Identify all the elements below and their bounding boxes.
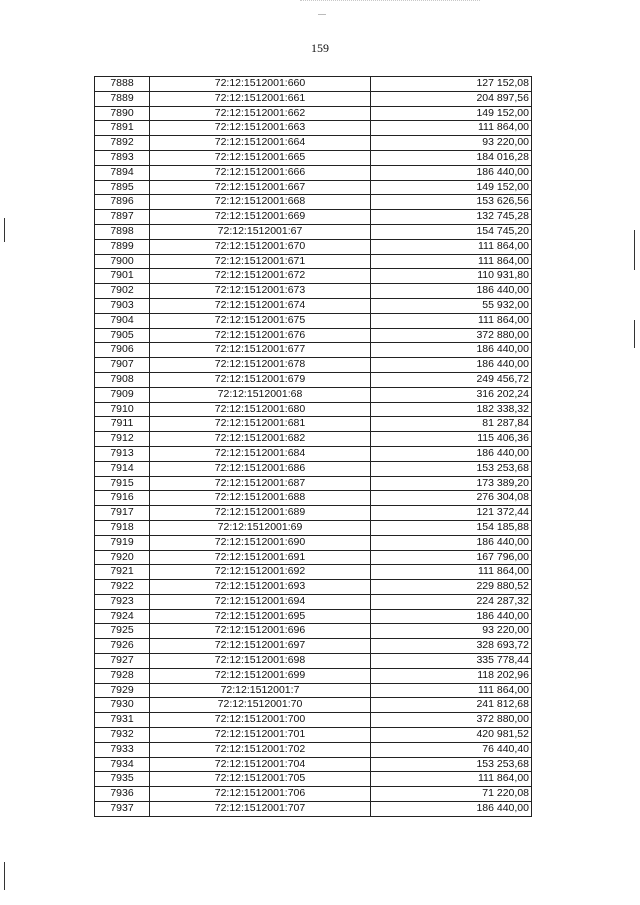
table-row — [95, 772, 532, 787]
cadastral-value-cell: 111 864,00 — [371, 313, 532, 328]
table-row — [95, 624, 532, 639]
row-number-cell: 7892 — [95, 136, 150, 151]
table-row — [95, 728, 532, 743]
cadastral-number-cell: 72:12:1512001:662 — [150, 106, 371, 121]
cadastral-number-cell: 72:12:1512001:689 — [150, 506, 371, 521]
table-row — [95, 195, 532, 210]
row-number-cell: 7913 — [95, 446, 150, 461]
cadastral-value-cell: 111 864,00 — [371, 239, 532, 254]
row-number-cell: 7912 — [95, 432, 150, 447]
table-row — [95, 77, 532, 92]
cadastral-value-table — [94, 76, 532, 817]
row-number-cell: 7891 — [95, 121, 150, 136]
row-number-cell: 7931 — [95, 713, 150, 728]
cadastral-number-cell: 72:12:1512001:673 — [150, 284, 371, 299]
table-row — [95, 106, 532, 121]
cadastral-value-cell: 111 864,00 — [371, 772, 532, 787]
cadastral-number-cell: 72:12:1512001:694 — [150, 594, 371, 609]
table-row — [95, 224, 532, 239]
cadastral-number-cell: 72:12:1512001:68 — [150, 387, 371, 402]
cadastral-value-cell: 335 778,44 — [371, 654, 532, 669]
row-number-cell: 7908 — [95, 372, 150, 387]
table-row — [95, 713, 532, 728]
cadastral-value-cell: 328 693,72 — [371, 639, 532, 654]
cadastral-number-cell: 72:12:1512001:665 — [150, 150, 371, 165]
row-number-cell: 7907 — [95, 358, 150, 373]
cadastral-number-cell: 72:12:1512001:676 — [150, 328, 371, 343]
row-number-cell: 7910 — [95, 402, 150, 417]
cadastral-number-cell: 72:12:1512001:666 — [150, 165, 371, 180]
row-number-cell: 7929 — [95, 683, 150, 698]
cadastral-value-cell: 186 440,00 — [371, 535, 532, 550]
cadastral-number-cell: 72:12:1512001:70 — [150, 698, 371, 713]
cadastral-value-cell: 154 185,88 — [371, 520, 532, 535]
table-row — [95, 343, 532, 358]
row-number-cell: 7917 — [95, 506, 150, 521]
page-number: 159 — [311, 41, 329, 55]
row-number-cell: 7896 — [95, 195, 150, 210]
cadastral-value-cell: 118 202,96 — [371, 668, 532, 683]
table-row — [95, 520, 532, 535]
cadastral-number-cell: 72:12:1512001:682 — [150, 432, 371, 447]
table-row — [95, 491, 532, 506]
cadastral-value-cell: 186 440,00 — [371, 609, 532, 624]
row-number-cell: 7897 — [95, 210, 150, 225]
table-row — [95, 180, 532, 195]
row-number-cell: 7915 — [95, 476, 150, 491]
cadastral-number-cell: 72:12:1512001:660 — [150, 77, 371, 92]
table-row — [95, 535, 532, 550]
row-number-cell: 7916 — [95, 491, 150, 506]
table-row — [95, 254, 532, 269]
cadastral-number-cell: 72:12:1512001:671 — [150, 254, 371, 269]
row-number-cell: 7923 — [95, 594, 150, 609]
table-row — [95, 387, 532, 402]
row-number-cell: 7904 — [95, 313, 150, 328]
cadastral-number-cell: 72:12:1512001:699 — [150, 668, 371, 683]
table-row — [95, 372, 532, 387]
table-row — [95, 757, 532, 772]
cadastral-value-cell: 149 152,00 — [371, 180, 532, 195]
right-margin-mark — [634, 230, 635, 270]
row-number-cell: 7936 — [95, 787, 150, 802]
cadastral-value-cell: 420 981,52 — [371, 728, 532, 743]
cadastral-number-cell: 72:12:1512001:672 — [150, 269, 371, 284]
left-margin-mark — [4, 218, 5, 242]
cadastral-number-cell: 72:12:1512001:675 — [150, 313, 371, 328]
cadastral-number-cell: 72:12:1512001:663 — [150, 121, 371, 136]
cadastral-value-cell: 127 152,08 — [371, 77, 532, 92]
cadastral-value-cell: 249 456,72 — [371, 372, 532, 387]
table-row — [95, 165, 532, 180]
table-row — [95, 239, 532, 254]
cadastral-value-cell: 372 880,00 — [371, 328, 532, 343]
cadastral-value-cell: 93 220,00 — [371, 136, 532, 151]
table-row — [95, 476, 532, 491]
cadastral-value-cell: 186 440,00 — [371, 165, 532, 180]
cadastral-number-cell: 72:12:1512001:705 — [150, 772, 371, 787]
cadastral-number-cell: 72:12:1512001:707 — [150, 802, 371, 817]
table-row — [95, 639, 532, 654]
cadastral-value-cell: 121 372,44 — [371, 506, 532, 521]
row-number-cell: 7919 — [95, 535, 150, 550]
table-row — [95, 698, 532, 713]
table-row — [95, 284, 532, 299]
cadastral-number-cell: 72:12:1512001:698 — [150, 654, 371, 669]
row-number-cell: 7930 — [95, 698, 150, 713]
cadastral-value-cell: 186 440,00 — [371, 802, 532, 817]
row-number-cell: 7900 — [95, 254, 150, 269]
cadastral-value-cell: 182 338,32 — [371, 402, 532, 417]
row-number-cell: 7894 — [95, 165, 150, 180]
row-number-cell: 7924 — [95, 609, 150, 624]
row-number-cell: 7922 — [95, 580, 150, 595]
cadastral-number-cell: 72:12:1512001:69 — [150, 520, 371, 535]
cadastral-value-cell: 76 440,40 — [371, 742, 532, 757]
row-number-cell: 7925 — [95, 624, 150, 639]
row-number-cell: 7935 — [95, 772, 150, 787]
row-number-cell: 7902 — [95, 284, 150, 299]
cadastral-number-cell: 72:12:1512001:679 — [150, 372, 371, 387]
row-number-cell: 7893 — [95, 150, 150, 165]
cadastral-value-cell: 55 932,00 — [371, 298, 532, 313]
cadastral-value-cell: 276 304,08 — [371, 491, 532, 506]
cadastral-value-cell: 149 152,00 — [371, 106, 532, 121]
table-row — [95, 298, 532, 313]
table-row — [95, 683, 532, 698]
cadastral-number-cell: 72:12:1512001:695 — [150, 609, 371, 624]
cadastral-number-cell: 72:12:1512001:680 — [150, 402, 371, 417]
table-row — [95, 269, 532, 284]
row-number-cell: 7895 — [95, 180, 150, 195]
table-row — [95, 550, 532, 565]
table-row — [95, 461, 532, 476]
cadastral-number-cell: 72:12:1512001:688 — [150, 491, 371, 506]
row-number-cell: 7921 — [95, 565, 150, 580]
table-row — [95, 150, 532, 165]
cadastral-value-cell: 153 253,68 — [371, 461, 532, 476]
row-number-cell: 7933 — [95, 742, 150, 757]
table-row — [95, 565, 532, 580]
table-row — [95, 210, 532, 225]
row-number-cell: 7937 — [95, 802, 150, 817]
cadastral-value-cell: 186 440,00 — [371, 284, 532, 299]
table-row — [95, 417, 532, 432]
row-number-cell: 7909 — [95, 387, 150, 402]
row-number-cell: 7932 — [95, 728, 150, 743]
cadastral-number-cell: 72:12:1512001:674 — [150, 298, 371, 313]
cadastral-number-cell: 72:12:1512001:668 — [150, 195, 371, 210]
row-number-cell: 7901 — [95, 269, 150, 284]
cadastral-value-cell: 316 202,24 — [371, 387, 532, 402]
table-row — [95, 402, 532, 417]
cadastral-number-cell: 72:12:1512001:700 — [150, 713, 371, 728]
cadastral-value-cell: 153 253,68 — [371, 757, 532, 772]
cadastral-value-cell: 132 745,28 — [371, 210, 532, 225]
table-row — [95, 802, 532, 817]
cadastral-number-cell: 72:12:1512001:687 — [150, 476, 371, 491]
cadastral-number-cell: 72:12:1512001:702 — [150, 742, 371, 757]
cadastral-number-cell: 72:12:1512001:677 — [150, 343, 371, 358]
row-number-cell: 7926 — [95, 639, 150, 654]
cadastral-number-cell: 72:12:1512001:667 — [150, 180, 371, 195]
cadastral-number-cell: 72:12:1512001:681 — [150, 417, 371, 432]
cadastral-value-cell: 115 406,36 — [371, 432, 532, 447]
table-row — [95, 506, 532, 521]
cadastral-number-cell: 72:12:1512001:7 — [150, 683, 371, 698]
row-number-cell: 7911 — [95, 417, 150, 432]
row-number-cell: 7918 — [95, 520, 150, 535]
cadastral-value-cell: 224 287,32 — [371, 594, 532, 609]
table-row — [95, 136, 532, 151]
row-number-cell: 7888 — [95, 77, 150, 92]
table-row — [95, 609, 532, 624]
cadastral-value-cell: 111 864,00 — [371, 121, 532, 136]
row-number-cell: 7903 — [95, 298, 150, 313]
cadastral-value-cell: 186 440,00 — [371, 343, 532, 358]
cadastral-value-cell: 111 864,00 — [371, 565, 532, 580]
row-number-cell: 7928 — [95, 668, 150, 683]
cadastral-value-cell: 154 745,20 — [371, 224, 532, 239]
table-row — [95, 432, 532, 447]
cadastral-value-cell: 93 220,00 — [371, 624, 532, 639]
cadastral-number-cell: 72:12:1512001:691 — [150, 550, 371, 565]
row-number-cell: 7914 — [95, 461, 150, 476]
cadastral-value-cell: 71 220,08 — [371, 787, 532, 802]
scan-top-rule — [300, 0, 480, 3]
cadastral-number-cell: 72:12:1512001:67 — [150, 224, 371, 239]
cadastral-number-cell: 72:12:1512001:669 — [150, 210, 371, 225]
left-margin-mark — [4, 862, 5, 890]
table-row — [95, 358, 532, 373]
row-number-cell: 7898 — [95, 224, 150, 239]
cadastral-number-cell: 72:12:1512001:686 — [150, 461, 371, 476]
cadastral-value-cell: 153 626,56 — [371, 195, 532, 210]
cadastral-number-cell: 72:12:1512001:692 — [150, 565, 371, 580]
row-number-cell: 7899 — [95, 239, 150, 254]
cadastral-number-cell: 72:12:1512001:697 — [150, 639, 371, 654]
cadastral-value-cell: 111 864,00 — [371, 683, 532, 698]
cadastral-value-cell: 184 016,28 — [371, 150, 532, 165]
scan-top-tick — [318, 14, 326, 15]
cadastral-number-cell: 72:12:1512001:661 — [150, 91, 371, 106]
cadastral-value-cell: 81 287,84 — [371, 417, 532, 432]
cadastral-number-cell: 72:12:1512001:690 — [150, 535, 371, 550]
row-number-cell: 7890 — [95, 106, 150, 121]
right-margin-mark — [634, 320, 635, 348]
table-row — [95, 313, 532, 328]
cadastral-value-cell: 204 897,56 — [371, 91, 532, 106]
cadastral-value-cell: 173 389,20 — [371, 476, 532, 491]
cadastral-number-cell: 72:12:1512001:664 — [150, 136, 371, 151]
row-number-cell: 7927 — [95, 654, 150, 669]
cadastral-value-cell: 111 864,00 — [371, 254, 532, 269]
cadastral-number-cell: 72:12:1512001:684 — [150, 446, 371, 461]
table-row — [95, 446, 532, 461]
table-row — [95, 91, 532, 106]
cadastral-number-cell: 72:12:1512001:706 — [150, 787, 371, 802]
row-number-cell: 7934 — [95, 757, 150, 772]
row-number-cell: 7905 — [95, 328, 150, 343]
cadastral-value-cell: 372 880,00 — [371, 713, 532, 728]
cadastral-number-cell: 72:12:1512001:704 — [150, 757, 371, 772]
table-row — [95, 328, 532, 343]
cadastral-value-cell: 186 440,00 — [371, 358, 532, 373]
table-row — [95, 594, 532, 609]
cadastral-value-cell: 241 812,68 — [371, 698, 532, 713]
cadastral-number-cell: 72:12:1512001:670 — [150, 239, 371, 254]
cadastral-number-cell: 72:12:1512001:693 — [150, 580, 371, 595]
cadastral-number-cell: 72:12:1512001:696 — [150, 624, 371, 639]
table-body — [95, 77, 532, 817]
table-row — [95, 654, 532, 669]
table-row — [95, 742, 532, 757]
table-row — [95, 121, 532, 136]
table-row — [95, 580, 532, 595]
cadastral-value-cell: 186 440,00 — [371, 446, 532, 461]
table-row — [95, 787, 532, 802]
cadastral-number-cell: 72:12:1512001:701 — [150, 728, 371, 743]
table-row — [95, 668, 532, 683]
row-number-cell: 7920 — [95, 550, 150, 565]
cadastral-value-cell: 167 796,00 — [371, 550, 532, 565]
row-number-cell: 7889 — [95, 91, 150, 106]
row-number-cell: 7906 — [95, 343, 150, 358]
cadastral-value-cell: 110 931,80 — [371, 269, 532, 284]
cadastral-number-cell: 72:12:1512001:678 — [150, 358, 371, 373]
cadastral-value-cell: 229 880,52 — [371, 580, 532, 595]
